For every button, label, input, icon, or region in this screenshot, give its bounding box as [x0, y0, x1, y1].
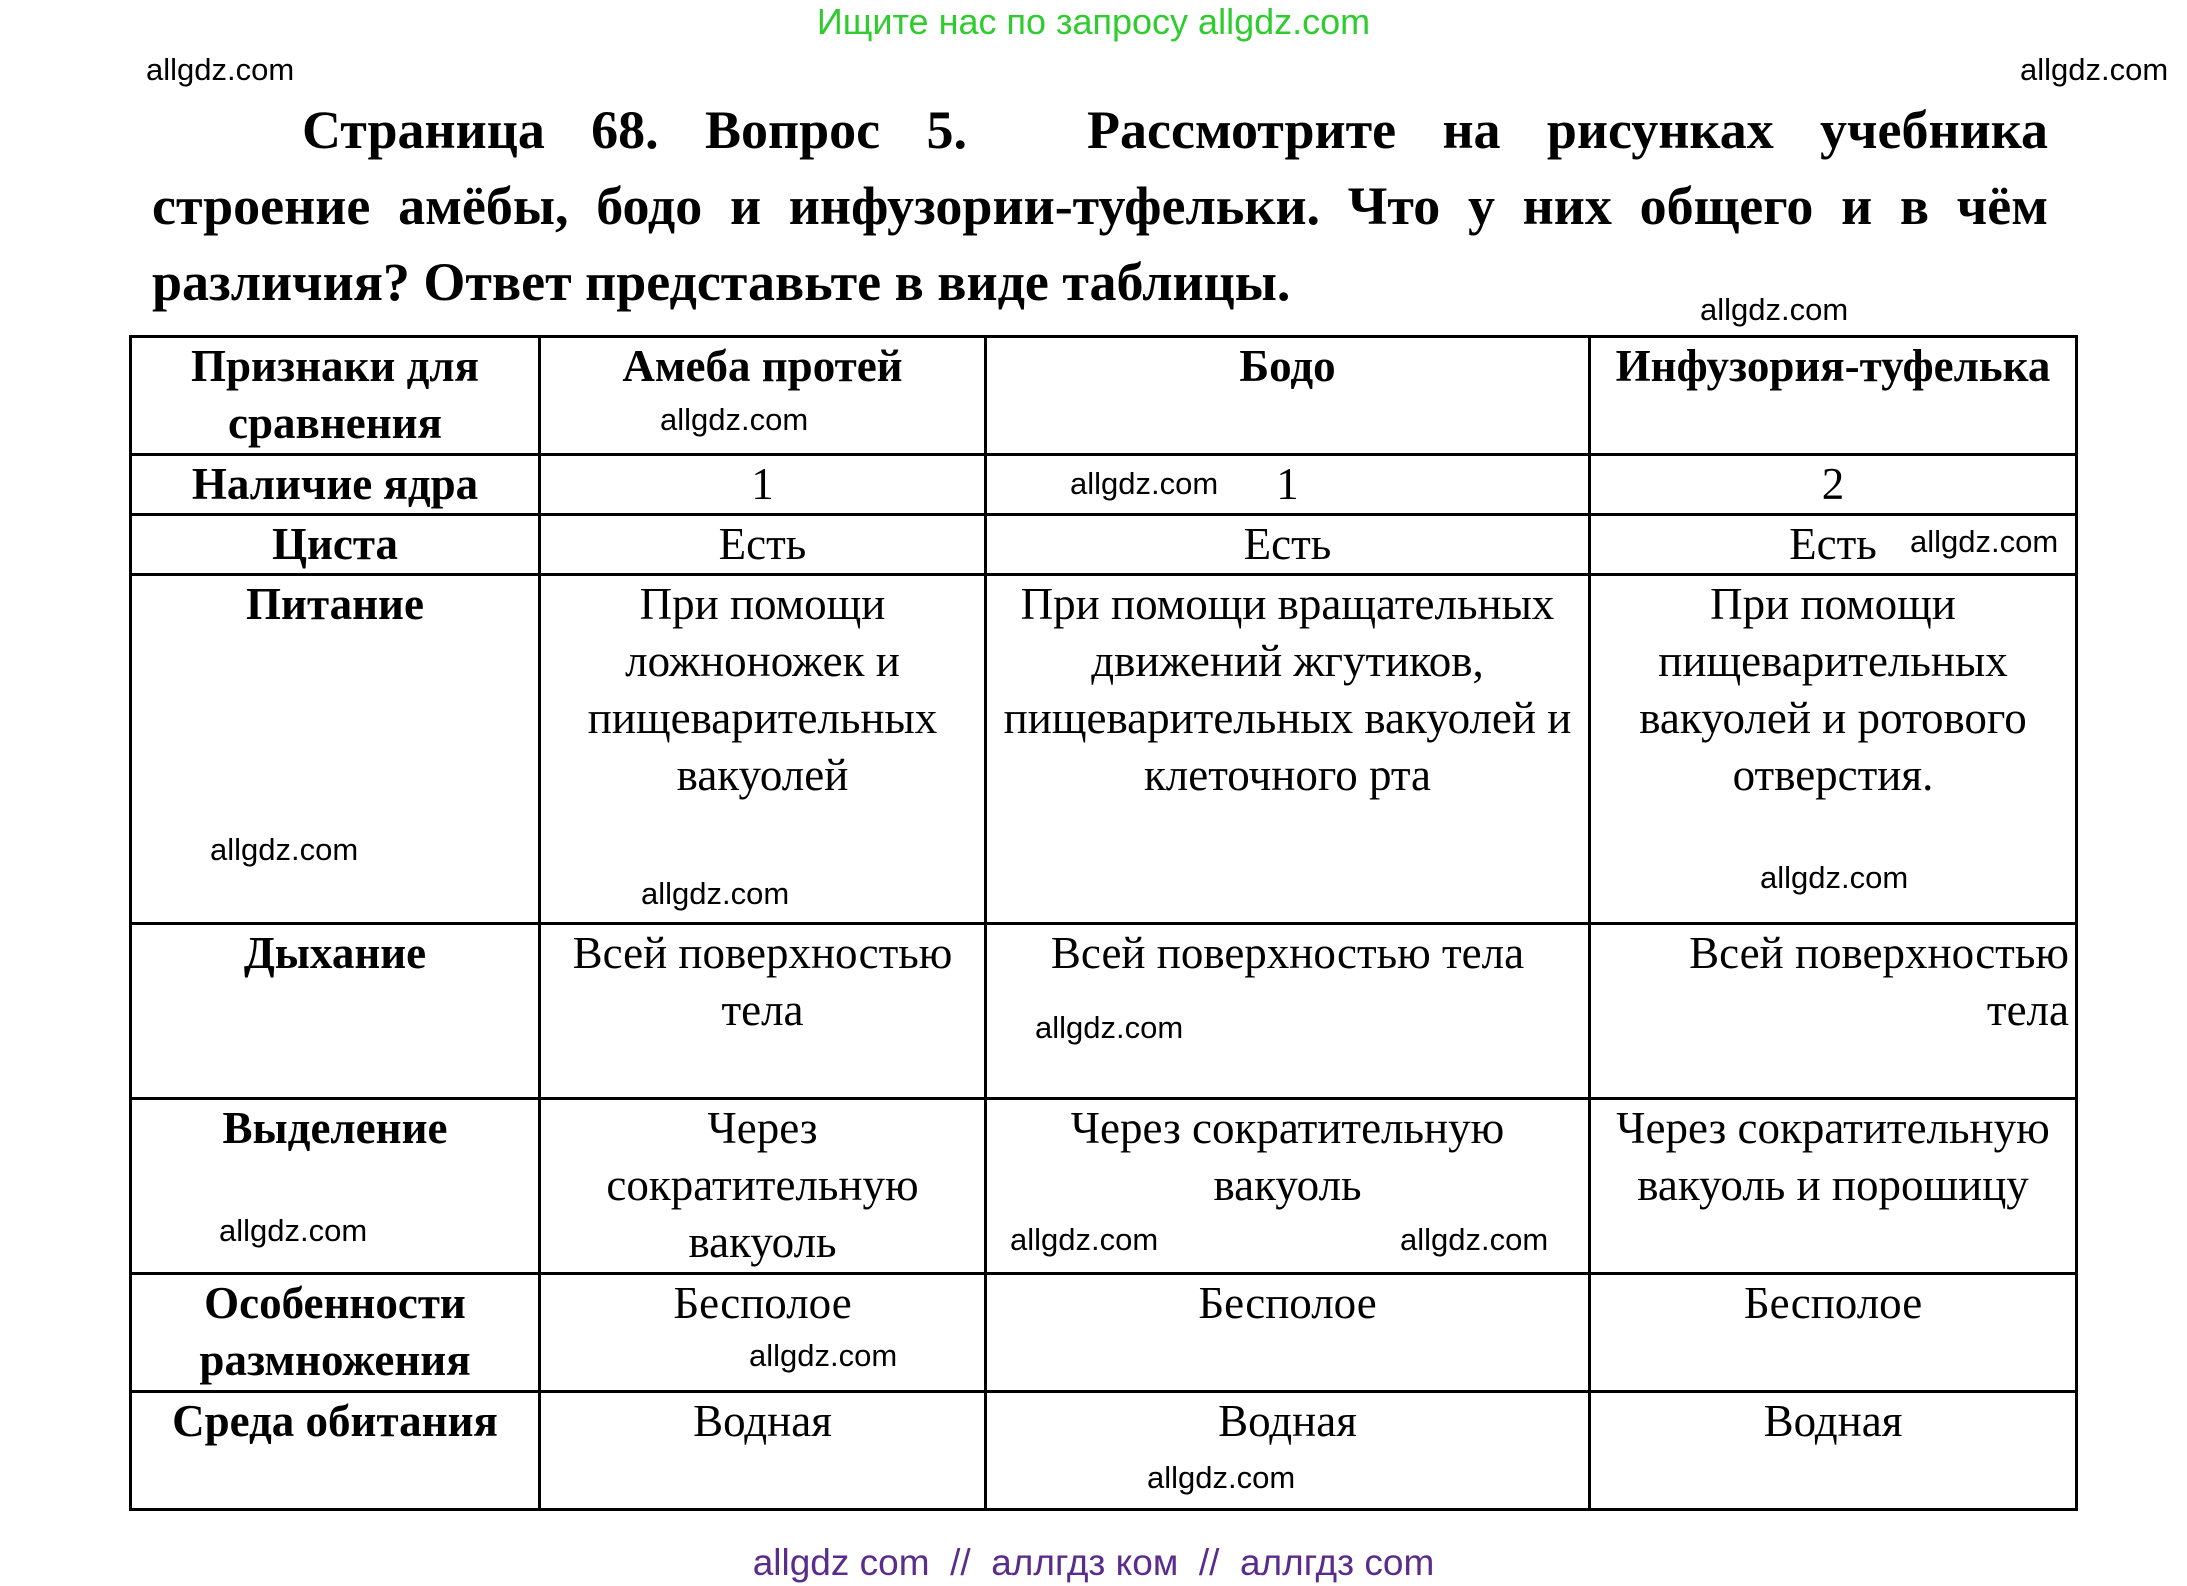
table-cell: Есть — [540, 515, 986, 575]
watermark: allgdz.com — [210, 832, 359, 867]
watermark: allgdz.com — [2020, 52, 2169, 87]
watermark: allgdz.com — [660, 402, 809, 437]
table-cell: Бесполое — [986, 1274, 1590, 1392]
row-label: Особенности размножения — [131, 1274, 540, 1392]
table-cell: 2 — [1590, 455, 2077, 515]
watermark: allgdz.com — [1760, 860, 1909, 895]
question-number: Страница 68. Вопрос 5. — [302, 100, 967, 160]
question-title — [152, 92, 2048, 320]
row-label: Наличие ядра — [131, 455, 540, 515]
header-cell: Бодо — [986, 337, 1590, 455]
table-cell: Через сократительную вакуоль — [540, 1099, 986, 1274]
table-cell: Бесполое — [1590, 1274, 2077, 1392]
row-label: Дыхание — [131, 924, 540, 1099]
row-label: Выделение — [131, 1099, 540, 1274]
table-cell: Водная — [986, 1392, 1590, 1510]
row-label: Среда обитания — [131, 1392, 540, 1510]
table-cell: Есть — [1590, 515, 2077, 575]
watermark: allgdz.com — [641, 876, 790, 911]
question-text: Рассмотрите на рисунках учебника строение амёбы, бодо и инфузории-туфельки. Что у них общего и в чём различия? Ответ представьте в виде таблицы. — [152, 100, 2048, 312]
table-cell: Через сократительную вакуоль и порошицу — [1590, 1099, 2077, 1274]
watermark: allgdz.com — [1910, 524, 2059, 559]
watermark: allgdz.com — [1700, 292, 1849, 327]
watermark: allgdz.com — [1070, 466, 1219, 501]
table-cell: При помощи пищеварительных вакуолей и ротового отверстия. — [1590, 575, 2077, 924]
table-cell: Всей поверхностью тела — [540, 924, 986, 1099]
watermark: allgdz.com — [1400, 1222, 1549, 1257]
table-cell: Водная — [540, 1392, 986, 1510]
watermark: allgdz.com — [1010, 1222, 1159, 1257]
row-label: Циста — [131, 515, 540, 575]
watermark: allgdz.com — [219, 1213, 368, 1248]
table-cell: Бесполое — [540, 1274, 986, 1392]
watermark: allgdz.com — [1147, 1460, 1296, 1495]
table-cell: Всей поверхностью тела — [1590, 924, 2077, 1099]
watermark: allgdz.com — [146, 52, 295, 87]
header-cell: Инфузория-туфелька — [1590, 337, 2077, 455]
row-label: Питание — [131, 575, 540, 924]
table-row — [131, 515, 2077, 575]
footer-links[interactable]: allgdz com // аллгдз ком // аллгдз com — [752, 1542, 1435, 1583]
table-row — [131, 1392, 2077, 1510]
watermark: allgdz.com — [1035, 1010, 1184, 1045]
watermark: allgdz.com — [749, 1338, 898, 1373]
search-banner: Ищите нас по запросу allgdz.com — [816, 1, 1371, 42]
table-cell: 1 — [986, 455, 1590, 515]
comparison-table — [129, 335, 2078, 1511]
header-cell: Признаки для сравнения — [131, 337, 540, 455]
table-cell: Всей поверхностью тела — [986, 924, 1590, 1099]
table-cell: 1 — [540, 455, 986, 515]
table-cell: Водная — [1590, 1392, 2077, 1510]
table-cell: При помощи вращательных движений жгутиков, пищеварительных вакуолей и клеточного рта — [986, 575, 1590, 924]
table-cell: Есть — [986, 515, 1590, 575]
table-header-row — [131, 337, 2077, 455]
table-row — [131, 1274, 2077, 1392]
table-cell: Через сократительную вакуоль — [986, 1099, 1590, 1274]
table-cell: При помощи ложноножек и пищеварительных вакуолей — [540, 575, 986, 924]
header-cell: Амеба протей — [540, 337, 986, 455]
